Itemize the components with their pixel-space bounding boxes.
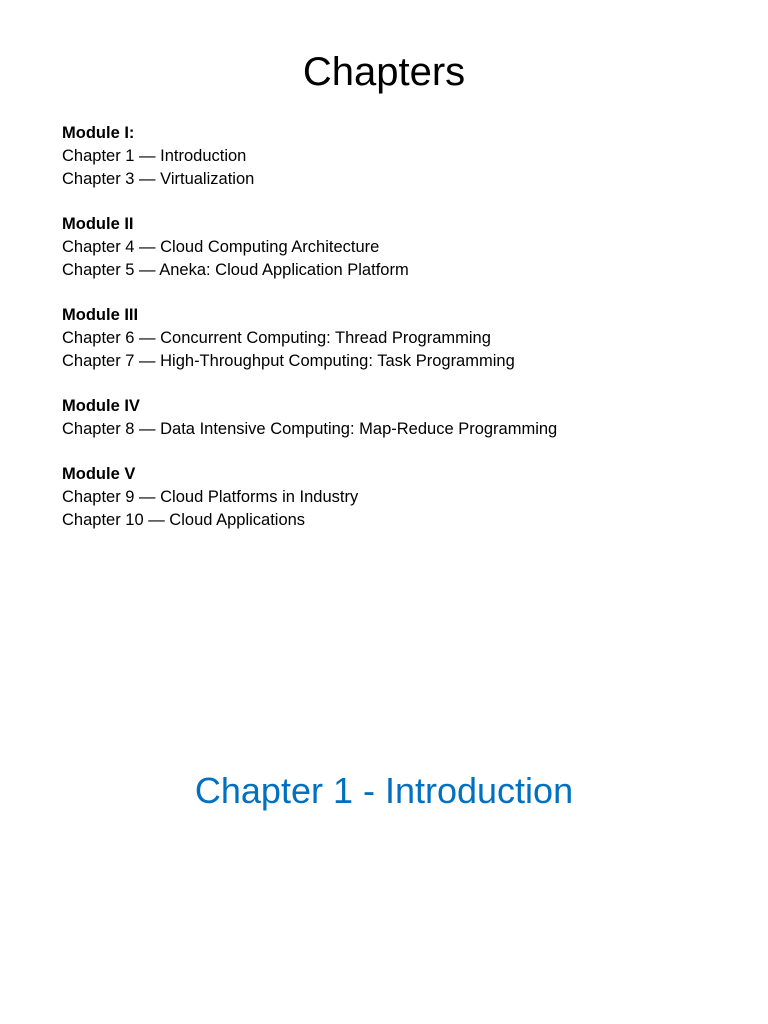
chapter-item: Chapter 7 — High-Throughput Computing: Task Programming [62,352,515,370]
chapter-item: Chapter 3 — Virtualization [62,170,255,188]
module-4 [62,395,722,441]
module-heading: Module I: [62,124,135,142]
page-title: Chapters [302,50,466,94]
module-2 [62,213,722,282]
chapter-item: Chapter 6 — Concurrent Computing: Thread Programming [62,329,491,347]
module-heading: Module II [62,215,134,233]
chapter-item: Chapter 1 — Introduction [62,147,247,165]
module-3 [62,304,722,373]
chapter-item: Chapter 9 — Cloud Platforms in Industry [62,488,359,506]
section-title: Chapter 1 - Introduction [194,770,574,811]
module-heading: Module V [62,465,136,483]
chapter-item: Chapter 4 — Cloud Computing Architecture [62,238,380,256]
module-heading: Module IV [62,397,140,415]
module-heading: Module III [62,306,139,324]
chapter-item: Chapter 5 — Aneka: Cloud Application Platform [62,261,409,279]
module-list [62,122,722,554]
module-5 [62,463,722,532]
chapter-item: Chapter 10 — Cloud Applications [62,511,306,529]
module-1 [62,122,722,191]
chapter-item: Chapter 8 — Data Intensive Computing: Map-Reduce Programming [62,420,558,438]
